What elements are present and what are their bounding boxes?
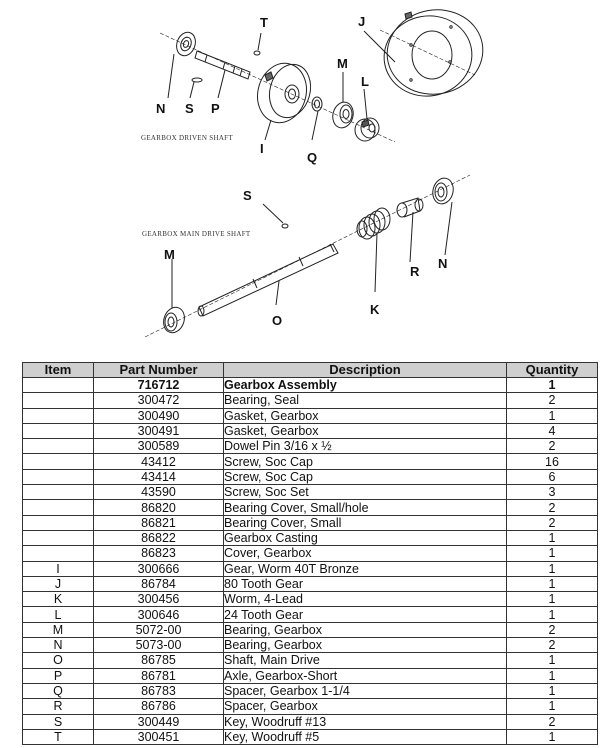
description-cell: Key, Woodruff #13 [224, 714, 507, 729]
item-cell [23, 469, 94, 484]
quantity-cell: 3 [507, 485, 598, 500]
item-cell [23, 454, 94, 469]
quantity-cell: 6 [507, 469, 598, 484]
quantity-cell: 1 [507, 592, 598, 607]
item-cell: O [23, 653, 94, 668]
gearbox-illustration [0, 0, 612, 355]
item-cell: L [23, 607, 94, 622]
callout-N-bottom: N [438, 256, 448, 271]
item-cell [23, 423, 94, 438]
description-cell: Gasket, Gearbox [224, 423, 507, 438]
quantity-cell: 1 [507, 546, 598, 561]
part-number-cell: 43590 [94, 485, 224, 500]
table-row [23, 485, 598, 500]
part-number-cell: 86820 [94, 500, 224, 515]
item-cell: I [23, 561, 94, 576]
item-cell: J [23, 576, 94, 591]
quantity-cell: 1 [507, 530, 598, 545]
table-row [23, 530, 598, 545]
header-quantity: Quantity [507, 363, 598, 378]
item-cell [23, 378, 94, 393]
description-cell: Gearbox Assembly [224, 378, 507, 393]
part-number-cell: 86786 [94, 699, 224, 714]
item-cell: N [23, 638, 94, 653]
part-number-cell: 86784 [94, 576, 224, 591]
quantity-cell: 1 [507, 653, 598, 668]
header-part-number: Part Number [94, 363, 224, 378]
callout-L: L [361, 74, 369, 89]
quantity-cell: 1 [507, 699, 598, 714]
callout-P: P [211, 101, 220, 116]
callout-I: I [260, 141, 264, 156]
quantity-cell: 1 [507, 729, 598, 744]
part-number-cell: 300490 [94, 408, 224, 423]
description-cell: Cover, Gearbox [224, 546, 507, 561]
callout-M-top: M [337, 56, 348, 71]
table-row [23, 714, 598, 729]
quantity-cell: 1 [507, 607, 598, 622]
callout-Q: Q [307, 150, 318, 165]
item-cell [23, 500, 94, 515]
quantity-cell: 2 [507, 500, 598, 515]
part-number-cell: 716712 [94, 378, 224, 393]
table-row [23, 729, 598, 744]
item-cell: S [23, 714, 94, 729]
quantity-cell: 2 [507, 714, 598, 729]
item-cell: M [23, 622, 94, 637]
part-number-cell: 86785 [94, 653, 224, 668]
quantity-cell: 2 [507, 638, 598, 653]
item-cell [23, 530, 94, 545]
callout-S-bottom: S [243, 188, 252, 203]
part-number-cell: 86781 [94, 668, 224, 683]
quantity-cell: 2 [507, 515, 598, 530]
table-row [23, 408, 598, 423]
description-cell: Screw, Soc Cap [224, 454, 507, 469]
callout-R: R [410, 264, 420, 279]
callout-N-top: N [156, 101, 166, 116]
table-row [23, 622, 598, 637]
description-cell: Bearing, Seal [224, 393, 507, 408]
item-cell: P [23, 668, 94, 683]
part-number-cell: 5073-00 [94, 638, 224, 653]
callout-M-bottom: M [164, 247, 175, 262]
description-cell: Bearing, Gearbox [224, 638, 507, 653]
item-cell [23, 485, 94, 500]
callout-O: O [272, 313, 283, 328]
exploded-gearbox-diagram [0, 0, 612, 355]
table-row [23, 592, 598, 607]
item-cell [23, 439, 94, 454]
quantity-cell: 1 [507, 576, 598, 591]
callout-K: K [370, 302, 380, 317]
description-cell: 80 Tooth Gear [224, 576, 507, 591]
quantity-cell: 1 [507, 561, 598, 576]
table-row [23, 500, 598, 515]
quantity-cell: 1 [507, 683, 598, 698]
table-body [23, 378, 598, 745]
item-cell: R [23, 699, 94, 714]
table-row [23, 561, 598, 576]
table-row [23, 515, 598, 530]
quantity-cell: 2 [507, 622, 598, 637]
quantity-cell: 16 [507, 454, 598, 469]
description-cell: Bearing, Gearbox [224, 622, 507, 637]
part-number-cell: 86823 [94, 546, 224, 561]
description-cell: Worm, 4-Lead [224, 592, 507, 607]
description-cell: Gearbox Casting [224, 530, 507, 545]
quantity-cell: 2 [507, 439, 598, 454]
table-row [23, 469, 598, 484]
item-cell: K [23, 592, 94, 607]
description-cell: Axle, Gearbox-Short [224, 668, 507, 683]
table-row [23, 699, 598, 714]
quantity-cell: 4 [507, 423, 598, 438]
table-row [23, 668, 598, 683]
description-cell: Gear, Worm 40T Bronze [224, 561, 507, 576]
header-description: Description [224, 363, 507, 378]
part-number-cell: 43414 [94, 469, 224, 484]
description-cell: Bearing Cover, Small [224, 515, 507, 530]
main-drive-caption: GEARBOX MAIN DRIVE SHAFT [142, 230, 251, 238]
quantity-cell: 1 [507, 378, 598, 393]
callout-J: J [358, 14, 366, 29]
part-number-cell: 300451 [94, 729, 224, 744]
item-cell: Q [23, 683, 94, 698]
table-row [23, 439, 598, 454]
table-row [23, 393, 598, 408]
table-header-row [23, 363, 598, 378]
table-row [23, 638, 598, 653]
table-row [23, 423, 598, 438]
part-number-cell: 300472 [94, 393, 224, 408]
item-cell [23, 515, 94, 530]
part-number-cell: 300666 [94, 561, 224, 576]
description-cell: Shaft, Main Drive [224, 653, 507, 668]
part-number-cell: 300589 [94, 439, 224, 454]
table-row [23, 607, 598, 622]
table-row [23, 378, 598, 393]
description-cell: Key, Woodruff #5 [224, 729, 507, 744]
part-number-cell: 300456 [94, 592, 224, 607]
description-cell: Spacer, Gearbox [224, 699, 507, 714]
header-item: Item [23, 363, 94, 378]
part-number-cell: 86821 [94, 515, 224, 530]
table-row [23, 576, 598, 591]
quantity-cell: 2 [507, 393, 598, 408]
part-number-cell: 300491 [94, 423, 224, 438]
item-cell [23, 546, 94, 561]
part-number-cell: 5072-00 [94, 622, 224, 637]
item-cell: T [23, 729, 94, 744]
part-number-cell: 300449 [94, 714, 224, 729]
table-row [23, 546, 598, 561]
parts-list-table [22, 362, 598, 745]
description-cell: Gasket, Gearbox [224, 408, 507, 423]
quantity-cell: 1 [507, 668, 598, 683]
description-cell: Bearing Cover, Small/hole [224, 500, 507, 515]
part-number-cell: 86783 [94, 683, 224, 698]
quantity-cell: 1 [507, 408, 598, 423]
part-number-cell: 86822 [94, 530, 224, 545]
callout-S-top: S [185, 101, 194, 116]
description-cell: Screw, Soc Cap [224, 469, 507, 484]
description-cell: Dowel Pin 3/16 x ½ [224, 439, 507, 454]
driven-shaft-caption: GEARBOX DRIVEN SHAFT [141, 134, 233, 142]
table-row [23, 653, 598, 668]
part-number-cell: 43412 [94, 454, 224, 469]
description-cell: Spacer, Gearbox 1-1/4 [224, 683, 507, 698]
table-row [23, 454, 598, 469]
table-row [23, 683, 598, 698]
description-cell: 24 Tooth Gear [224, 607, 507, 622]
part-number-cell: 300646 [94, 607, 224, 622]
item-cell [23, 408, 94, 423]
callout-T-top: T [260, 15, 268, 30]
description-cell: Screw, Soc Set [224, 485, 507, 500]
item-cell [23, 393, 94, 408]
